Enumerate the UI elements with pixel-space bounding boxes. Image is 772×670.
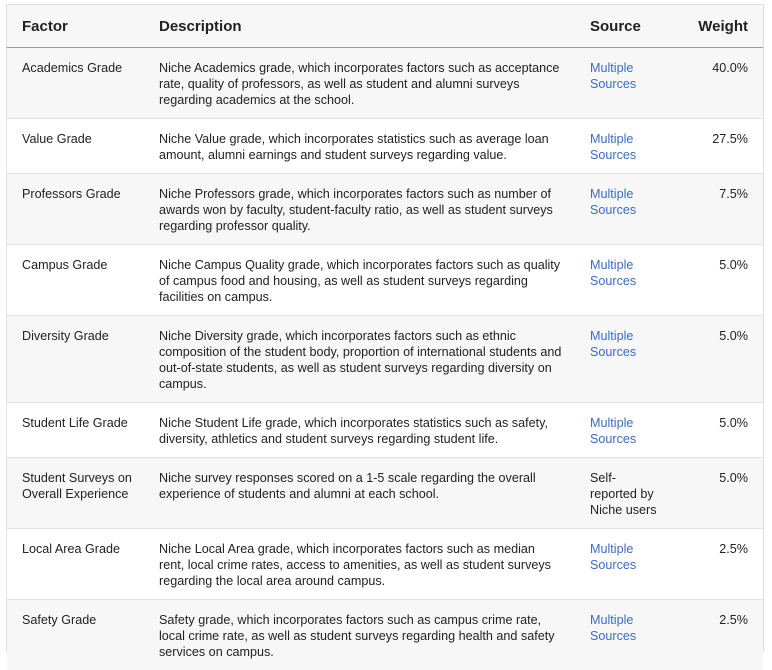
factor-cell: Academics Grade [7,48,144,119]
table-row [7,48,763,119]
header-weight: Weight [673,5,763,48]
factors-table-container [6,4,764,652]
description-cell: Niche Professors grade, which incorporates factors such as number of awards won by faculty, student-faculty ratio, as well as student surveys regarding professor quality. [144,174,575,245]
weight-cell: 2.5% [673,529,763,600]
source-cell [575,403,673,458]
weight-cell: 40.0% [673,48,763,119]
source-cell [575,174,673,245]
source-cell [575,458,673,529]
table-header [7,5,763,48]
table-row [7,600,763,670]
source-cell [575,48,673,119]
source-cell [575,245,673,316]
factor-cell: Campus Grade [7,245,144,316]
factor-cell: Safety Grade [7,600,144,670]
source-link[interactable]: Multiple Sources [590,613,636,643]
description-cell: Niche Value grade, which incorporates statistics such as average loan amount, alumni earnings and student surveys regarding value. [144,119,575,174]
description-cell: Safety grade, which incorporates factors such as campus crime rate, local crime rate, as well as student surveys regarding health and safety services on campus. [144,600,575,670]
table-row [7,316,763,403]
source-link[interactable]: Multiple Sources [590,416,636,446]
description-cell: Niche Campus Quality grade, which incorporates factors such as quality of campus food and housing, as well as student surveys regarding facilities on campus. [144,245,575,316]
header-factor: Factor [7,5,144,48]
source-link[interactable]: Multiple Sources [590,258,636,288]
description-cell: Niche Local Area grade, which incorporates factors such as median rent, local crime rates, access to amenities, as well as student surveys regarding the local area around campus. [144,529,575,600]
factor-cell: Local Area Grade [7,529,144,600]
source-link[interactable]: Multiple Sources [590,187,636,217]
weight-cell: 2.5% [673,600,763,670]
table-row [7,458,763,529]
description-cell: Niche Diversity grade, which incorporates factors such as ethnic composition of the student body, proportion of international students and out-of-state students, as well as student surveys regarding diversity on campus. [144,316,575,403]
weight-cell: 5.0% [673,458,763,529]
weight-cell: 7.5% [673,174,763,245]
header-source: Source [575,5,673,48]
header-row [7,5,763,48]
header-description: Description [144,5,575,48]
description-cell: Niche Student Life grade, which incorporates statistics such as safety, diversity, athletics and student surveys regarding student life. [144,403,575,458]
factors-table [7,5,763,670]
table-row [7,174,763,245]
factor-cell: Professors Grade [7,174,144,245]
source-link[interactable]: Multiple Sources [590,329,636,359]
table-row [7,529,763,600]
factor-cell: Value Grade [7,119,144,174]
description-cell: Niche survey responses scored on a 1-5 scale regarding the overall experience of students and alumni at each school. [144,458,575,529]
source-text: Self-reported by Niche users [590,471,657,517]
table-row [7,245,763,316]
source-cell [575,316,673,403]
factor-cell: Student Life Grade [7,403,144,458]
factor-cell: Diversity Grade [7,316,144,403]
source-link[interactable]: Multiple Sources [590,132,636,162]
weight-cell: 5.0% [673,403,763,458]
weight-cell: 5.0% [673,316,763,403]
description-cell: Niche Academics grade, which incorporates factors such as acceptance rate, quality of professors, as well as student and alumni surveys regarding academics at the school. [144,48,575,119]
source-cell [575,119,673,174]
weight-cell: 5.0% [673,245,763,316]
table-row [7,403,763,458]
source-link[interactable]: Multiple Sources [590,61,636,91]
source-link[interactable]: Multiple Sources [590,542,636,572]
source-cell [575,529,673,600]
weight-cell: 27.5% [673,119,763,174]
factor-cell: Student Surveys on Overall Experience [7,458,144,529]
table-row [7,119,763,174]
source-cell [575,600,673,670]
table-body [7,48,763,670]
